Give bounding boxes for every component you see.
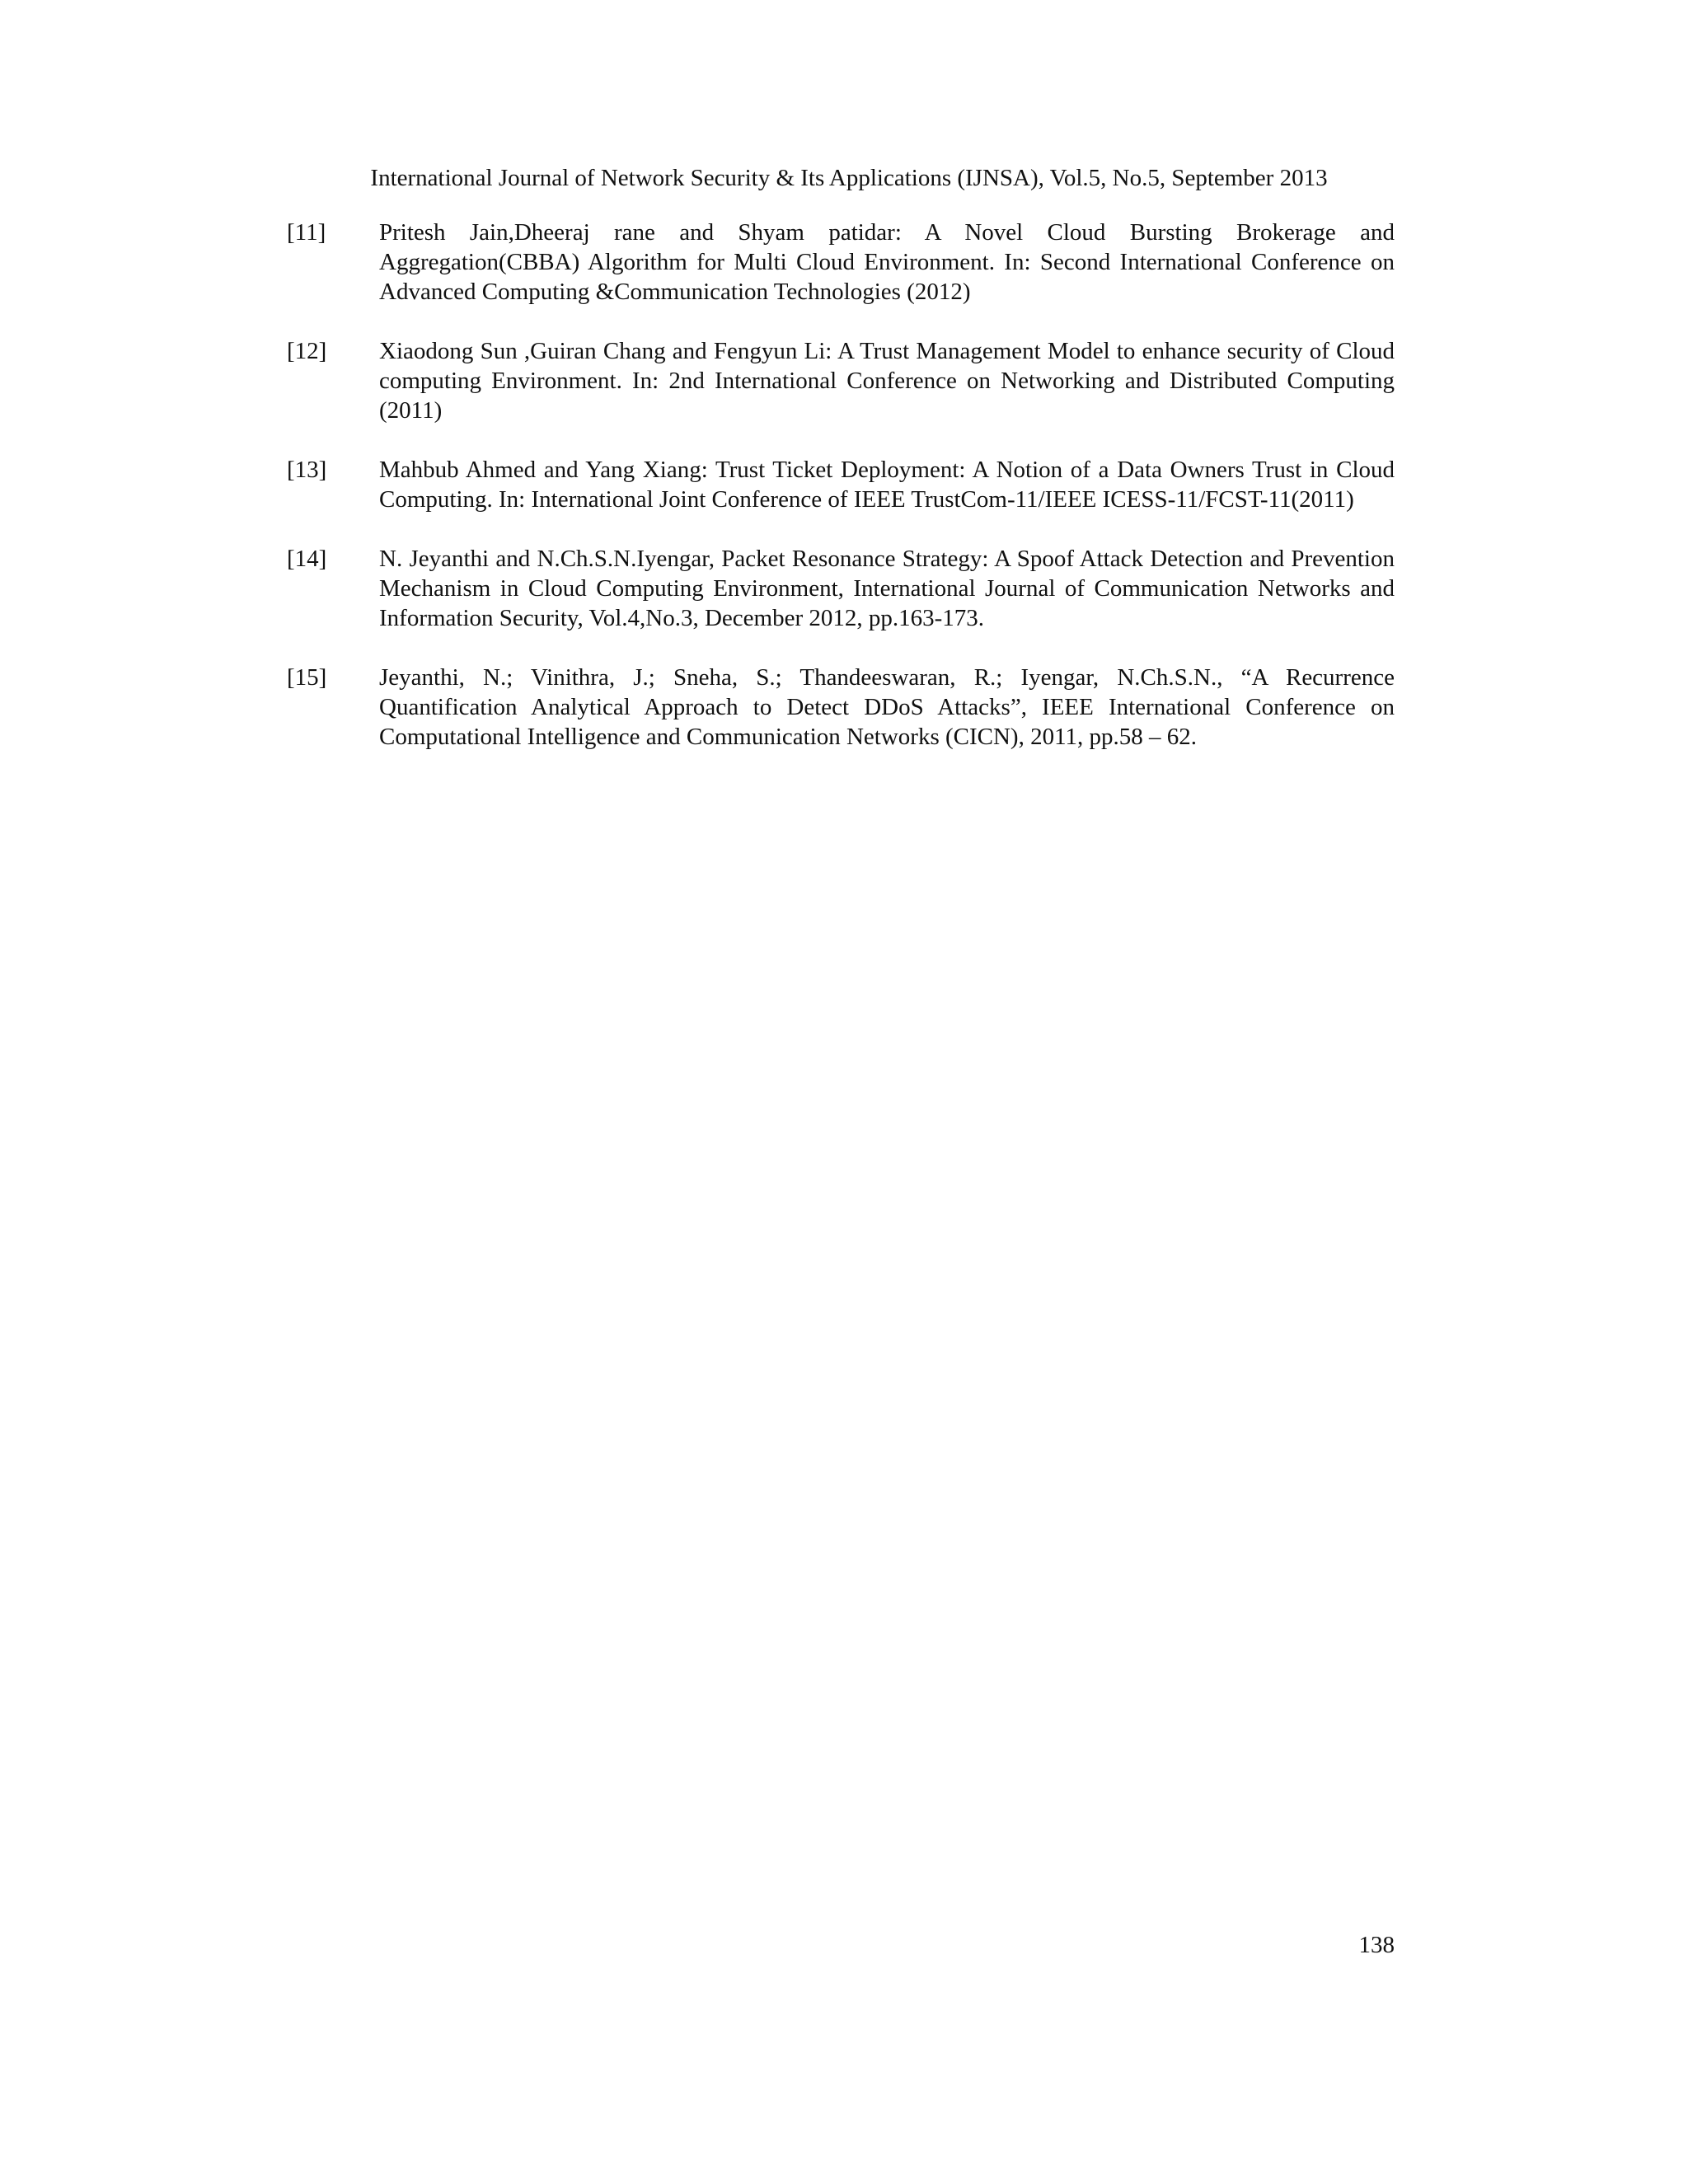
reference-number: [11] [287, 219, 326, 246]
reference-text: Mahbub Ahmed and Yang Xiang: Trust Ticket Deployment: A Notion of a Data Owners Trust in Cloud Computing. In: International Joint Conference of IEEE TrustCom-11/IEEE ICESS-11/FCST-11(2011) [379, 457, 1395, 513]
reference-number: [12] [287, 338, 327, 364]
reference-item-11 [287, 218, 1395, 307]
reference-text: Pritesh Jain,Dheeraj rane and Shyam patidar: A Novel Cloud Bursting Brokerage and Aggregation(CBBA) Algorithm for Multi Cloud Environment. In: Second International Conference on Advanced Computing &Communication Technologies (2012) [379, 219, 1395, 305]
reference-text: Xiaodong Sun ,Guiran Chang and Fengyun Li: A Trust Management Model to enhance security of Cloud computing Environment. In: 2nd International Conference on Networking and Distributed Computing (2011) [379, 338, 1395, 424]
reference-number: [14] [287, 546, 327, 572]
reference-item-12 [287, 336, 1395, 425]
reference-number: [13] [287, 457, 327, 483]
reference-number: [15] [287, 664, 327, 691]
running-header: International Journal of Network Security & Its Applications (IJNSA), Vol.5, No.5, September 2013 [370, 165, 1328, 191]
reference-item-15 [287, 663, 1395, 752]
reference-list [287, 218, 1395, 781]
reference-item-14 [287, 544, 1395, 633]
reference-text: N. Jeyanthi and N.Ch.S.N.Iyengar, Packet Resonance Strategy: A Spoof Attack Detection and Prevention Mechanism in Cloud Computing Environment, International Journal of Communication Networks and Information Security, Vol.4,No.3, December 2012, pp.163-173. [379, 546, 1395, 631]
reference-text: Jeyanthi, N.; Vinithra, J.; Sneha, S.; Thandeeswaran, R.; Iyengar, N.Ch.S.N., “A Recurrence Quantification Analytical Approach to Detect DDoS Attacks”, IEEE International Conference on Computational Intelligence and Communication Networks (CICN), 2011, pp.58 – 62. [379, 664, 1395, 750]
page-number: 138 [1358, 1932, 1395, 1958]
reference-item-13 [287, 455, 1395, 514]
